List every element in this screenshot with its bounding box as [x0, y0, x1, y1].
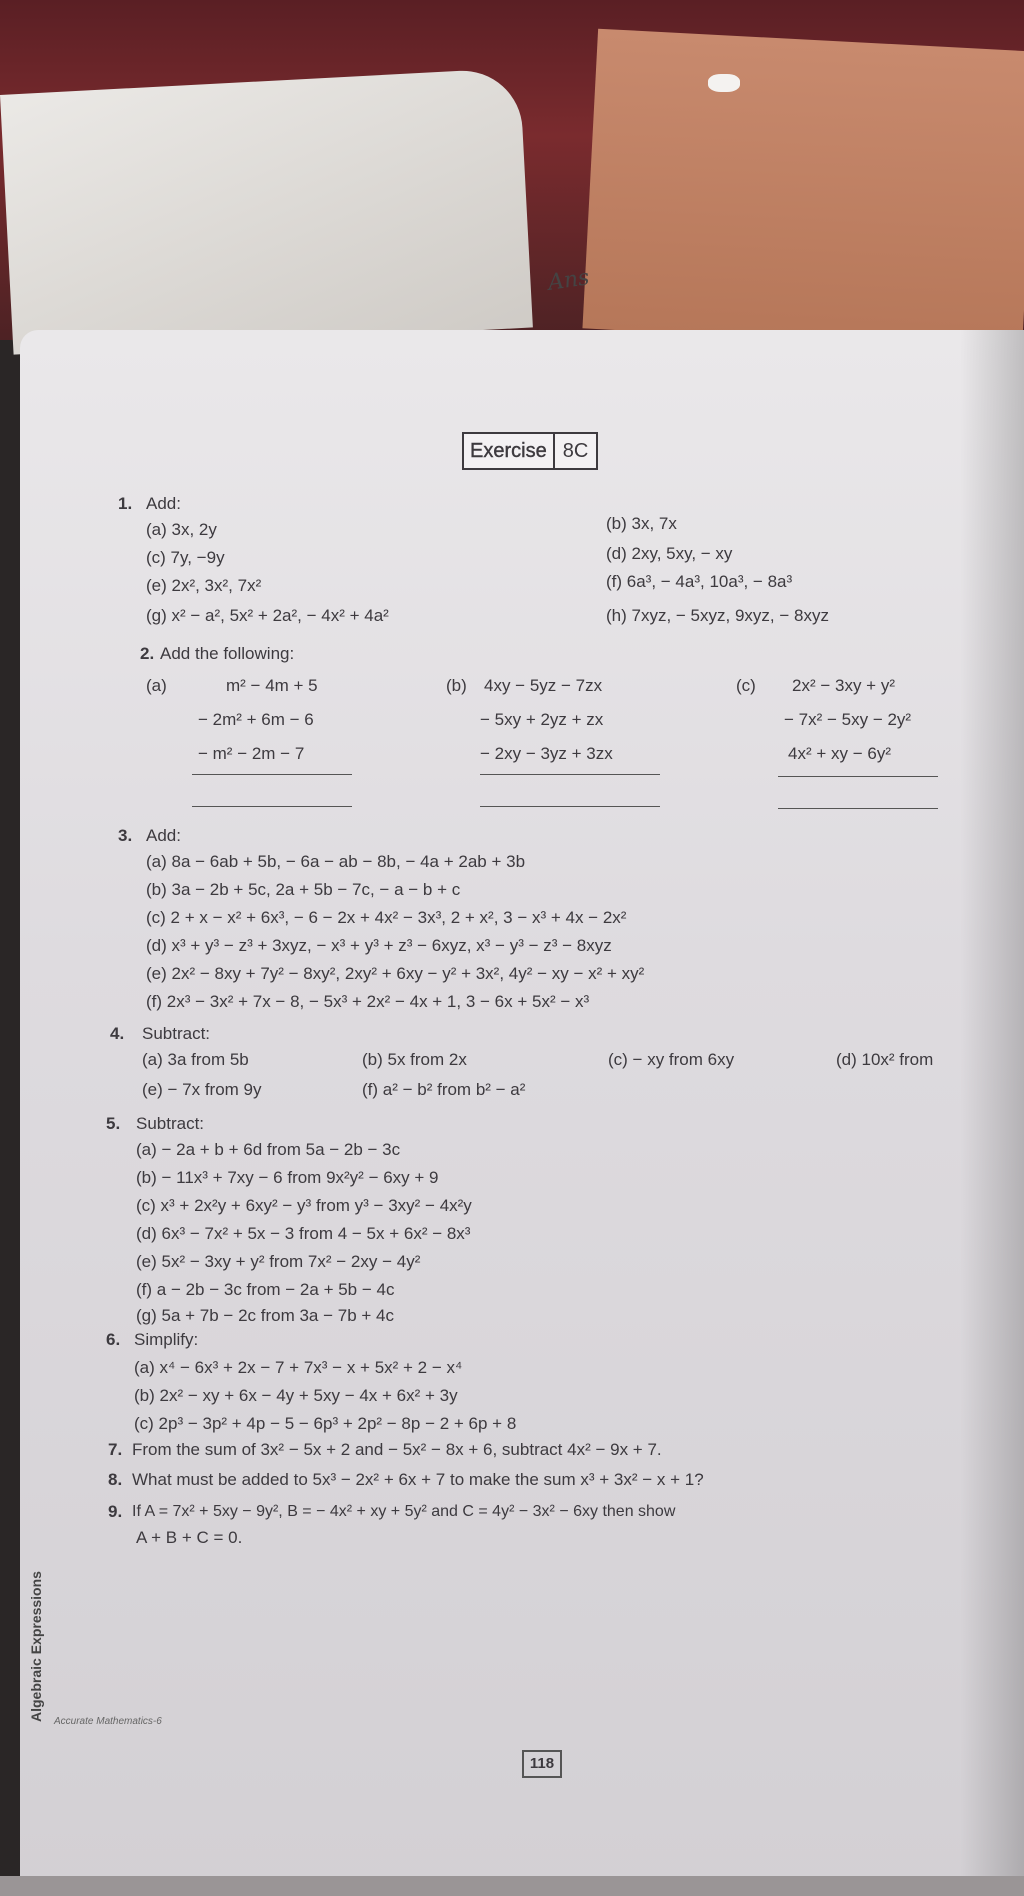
- page-shadow: [960, 330, 1024, 1896]
- q1-item-f: (f) 6a³, − 4a³, 10a³, − 8a³: [606, 572, 793, 591]
- q3-item-f: (f) 2x³ − 3x² + 7x − 8, − 5x³ + 2x² − 4x + 1, 3 − 6x + 5x² − x³: [146, 992, 590, 1011]
- q2-a-rule: [192, 774, 352, 775]
- q4-item-f: (f) a² − b² from b² − a²: [362, 1080, 526, 1099]
- q3-item-a: (a) 8a − 6ab + 5b, − 6a − ab − 8b, − 4a + 2ab + 3b: [146, 852, 526, 871]
- handwritten-note: Ans: [546, 265, 591, 296]
- q3-title: Add:: [146, 826, 181, 845]
- q1-item-e: (e) 2x², 3x², 7x²: [146, 576, 262, 595]
- q5-item-d: (d) 6x³ − 7x² + 5x − 3 from 4 − 5x + 6x² − 8x³: [136, 1224, 471, 1243]
- footer-book-title: Accurate Mathematics-6: [54, 1716, 162, 1727]
- q9-line2: A + B + C = 0.: [136, 1528, 243, 1547]
- q5-item-b: (b) − 11x³ + 7xy − 6 from 9x²y² − 6xy + 9: [136, 1168, 439, 1187]
- exercise-code: 8C: [562, 440, 589, 462]
- q1-item-b: (b) 3x, 7x: [606, 514, 677, 533]
- q6-title: Simplify:: [134, 1330, 199, 1349]
- q5-title: Subtract:: [136, 1114, 205, 1133]
- q5-number: 5.: [106, 1114, 121, 1133]
- q2-b-row2: − 5xy + 2yz + zx: [480, 710, 604, 729]
- q1-number: 1.: [118, 494, 133, 513]
- q2-b-rule: [480, 774, 660, 775]
- q2-number: 2.: [140, 644, 155, 663]
- q4-item-a: (a) 3a from 5b: [142, 1050, 249, 1069]
- q3-number: 3.: [118, 826, 133, 845]
- q7-text: From the sum of 3x² − 5x + 2 and − 5x² − 8x + 6, subtract 4x² − 9x + 7.: [132, 1440, 662, 1459]
- q6-item-a: (a) x⁴ − 6x³ + 2x − 7 + 7x³ − x + 5x² + 2 − x⁴: [134, 1358, 463, 1377]
- q2-c-answer-line: [778, 808, 938, 809]
- q5-item-c: (c) x³ + 2x²y + 6xy² − y³ from y³ − 3xy² − 4x²y: [136, 1196, 472, 1215]
- q4-title: Subtract:: [142, 1024, 211, 1043]
- q9-line1: If A = 7x² + 5xy − 9y², B = − 4x² + xy + 5y² and C = 4y² − 3x² − 6xy then show: [132, 1503, 676, 1520]
- background-paper-left: [0, 68, 533, 355]
- q2-a-row2: − 2m² + 6m − 6: [198, 710, 314, 729]
- q3-item-e: (e) 2x² − 8xy + 7y² − 8xy², 2xy² + 6xy − y² + 3x², 4y² − xy − x² + xy²: [146, 964, 645, 983]
- q2-c-rule: [778, 776, 938, 777]
- background-smudge: [708, 74, 740, 92]
- background-paper-right: [582, 29, 1024, 352]
- q8-number: 8.: [108, 1470, 123, 1489]
- q2-c-row2: − 7x² − 5xy − 2y²: [784, 710, 912, 729]
- q6-number: 6.: [106, 1330, 121, 1349]
- bottom-edge: [0, 1876, 1024, 1896]
- exercise-badge: [462, 432, 598, 470]
- q6-item-b: (b) 2x² − xy + 6x − 4y + 5xy − 4x + 6x² + 3y: [134, 1386, 458, 1405]
- q4-item-d: (d) 10x² from: [836, 1050, 934, 1069]
- side-chapter-label: Algebraic Expressions: [28, 1571, 44, 1722]
- q1-item-a: (a) 3x, 2y: [146, 520, 217, 539]
- q1-title: Add:: [146, 494, 181, 513]
- q5-item-e: (e) 5x² − 3xy + y² from 7x² − 2xy − 4y²: [136, 1252, 421, 1271]
- q4-item-e: (e) − 7x from 9y: [142, 1080, 262, 1099]
- q1-item-c: (c) 7y, −9y: [146, 548, 225, 567]
- q3-item-b: (b) 3a − 2b + 5c, 2a + 5b − 7c, − a − b + c: [146, 880, 461, 899]
- q8-text: What must be added to 5x³ − 2x² + 6x + 7 to make the sum x³ + 3x² − x + 1?: [132, 1470, 704, 1489]
- q2-title: Add the following:: [160, 644, 295, 663]
- q2-b-label: (b): [446, 676, 467, 695]
- q5-item-g: (g) 5a + 7b − 2c from 3a − 7b + 4c: [136, 1306, 394, 1325]
- q5-item-a: (a) − 2a + b + 6d from 5a − 2b − 3c: [136, 1140, 401, 1159]
- q7-number: 7.: [108, 1440, 123, 1459]
- q2-c-row1: 2x² − 3xy + y²: [792, 676, 895, 695]
- q2-b-row1: 4xy − 5yz − 7zx: [484, 676, 603, 695]
- q1-item-d: (d) 2xy, 5xy, − xy: [606, 544, 733, 563]
- q2-a-row3: − m² − 2m − 7: [198, 744, 305, 763]
- page-number: 118: [522, 1750, 562, 1778]
- q2-a-label: (a): [146, 676, 167, 695]
- q3-item-c: (c) 2 + x − x² + 6x³, − 6 − 2x + 4x² − 3x³, 2 + x², 3 − x³ + 4x − 2x²: [146, 908, 627, 927]
- q4-item-b: (b) 5x from 2x: [362, 1050, 467, 1069]
- q4-number: 4.: [110, 1024, 125, 1043]
- q2-b-answer-line: [480, 806, 660, 807]
- q5-item-f: (f) a − 2b − 3c from − 2a + 5b − 4c: [136, 1280, 395, 1299]
- q3-item-d: (d) x³ + y³ − z³ + 3xyz, − x³ + y³ + z³ − 6xyz, x³ − y³ − z³ − 8xyz: [146, 936, 612, 955]
- exercise-label: Exercise: [464, 434, 555, 468]
- q9-number: 9.: [108, 1502, 123, 1521]
- q4-item-c: (c) − xy from 6xy: [608, 1050, 735, 1069]
- q1-item-g: (g) x² − a², 5x² + 2a², − 4x² + 4a²: [146, 606, 389, 625]
- q2-b-row3: − 2xy − 3yz + 3zx: [480, 744, 613, 763]
- q6-item-c: (c) 2p³ − 3p² + 4p − 5 − 6p³ + 2p² − 8p − 2 + 6p + 8: [134, 1414, 517, 1433]
- q2-a-answer-line: [192, 806, 352, 807]
- q2-c-label: (c): [736, 676, 756, 695]
- q2-c-row3: 4x² + xy − 6y²: [788, 744, 891, 763]
- q2-a-row1: m² − 4m + 5: [226, 676, 318, 695]
- q1-item-h: (h) 7xyz, − 5xyz, 9xyz, − 8xyz: [606, 606, 829, 625]
